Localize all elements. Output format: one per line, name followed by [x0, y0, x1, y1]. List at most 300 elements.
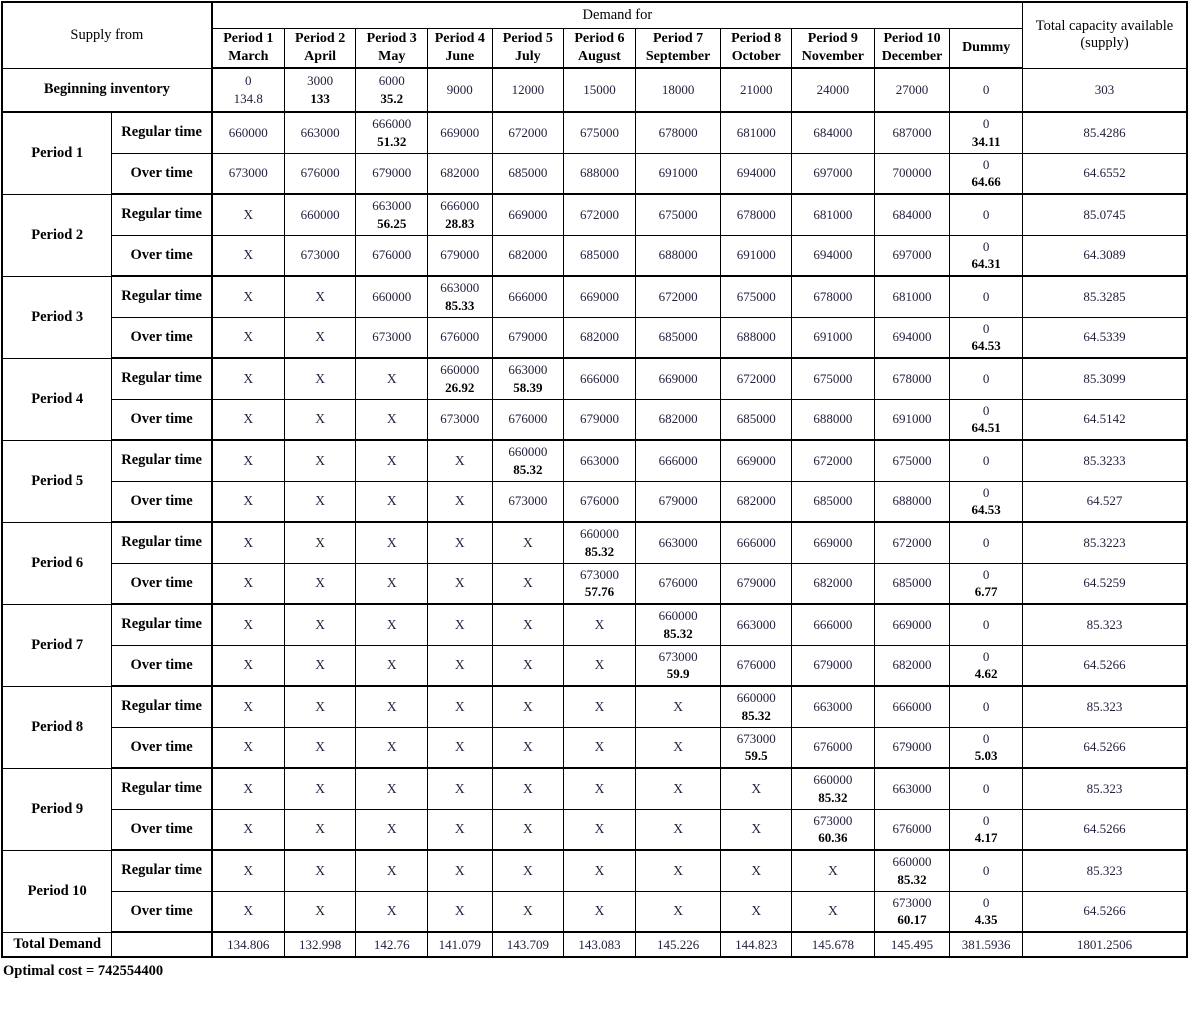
cost-value: 666000	[658, 452, 698, 468]
tableau-cell	[792, 809, 875, 850]
column-subtitle: November	[801, 48, 864, 64]
table-header	[2, 2, 1187, 68]
excluded-cell-mark: X	[243, 370, 254, 386]
over-time-label: Over time	[112, 809, 212, 850]
supply-value: 85.323	[1023, 686, 1187, 727]
tableau-cell	[874, 276, 950, 317]
tableau-cell	[721, 686, 792, 727]
tableau-cell	[284, 358, 356, 399]
cost-value: 660000	[658, 608, 698, 624]
cost-value: 685000	[579, 247, 619, 263]
tableau-cell	[721, 112, 792, 153]
allocation-value: 4.62	[974, 666, 998, 682]
tableau-cell	[874, 235, 950, 276]
tableau-cell	[792, 317, 875, 358]
cost-value: 681000	[892, 288, 932, 304]
tableau-cell	[635, 604, 721, 645]
period-8-regular-time-row	[2, 686, 1187, 727]
excluded-cell-mark: X	[315, 780, 325, 796]
excluded-cell-mark: X	[673, 903, 683, 919]
period-label: Period 8	[2, 686, 112, 768]
demand-for-header: Demand for	[212, 2, 1023, 28]
tableau-cell	[721, 645, 792, 686]
cost-value: 678000	[813, 288, 853, 304]
excluded-cell-mark: X	[315, 493, 325, 509]
tableau-cell	[635, 891, 721, 932]
regular-time-label: Regular time	[112, 604, 212, 645]
tableau-cell	[428, 522, 493, 563]
allocation-value: 134.8	[233, 91, 263, 106]
cost-value: 700000	[892, 165, 932, 181]
tableau-cell	[428, 276, 493, 317]
tableau-cell	[721, 604, 792, 645]
regular-time-label: Regular time	[112, 112, 212, 153]
tableau-cell	[212, 850, 285, 891]
excluded-cell-mark: X	[673, 780, 683, 796]
regular-time-label: Regular time	[112, 686, 212, 727]
column-title: Period 6	[574, 31, 625, 47]
supply-value: 64.527	[1023, 481, 1187, 522]
excluded-cell-mark: X	[386, 698, 397, 714]
cost-value: 0	[982, 206, 990, 222]
allocation-value: 57.76	[584, 584, 615, 600]
tableau-cell	[356, 276, 428, 317]
allocation-value: 35.2	[380, 91, 404, 106]
tableau-cell	[635, 563, 721, 604]
cost-value: 675000	[736, 288, 776, 304]
excluded-cell-mark: X	[454, 534, 465, 550]
cost-value: 663000	[440, 280, 480, 296]
allocation-value: 85.32	[584, 543, 615, 559]
tableau-cell	[792, 522, 875, 563]
excluded-cell-mark: X	[454, 452, 465, 468]
allocation-value: 56.25	[377, 215, 407, 231]
tableau-cell	[874, 68, 950, 112]
tableau-cell	[635, 112, 721, 153]
tableau-cell	[950, 809, 1023, 850]
cost-value: 672000	[892, 534, 932, 550]
cost-value: 0	[982, 370, 990, 386]
cost-value: 0	[245, 73, 252, 89]
supply-value: 85.4286	[1023, 112, 1187, 153]
supply-value: 64.5266	[1023, 727, 1187, 768]
cost-value: 0	[982, 82, 990, 98]
cost-value: 688000	[579, 165, 619, 181]
supply-value: 303	[1023, 68, 1187, 112]
column-title: Period 5	[502, 31, 553, 47]
optimal-cost-label: Optimal cost = 742554400	[3, 963, 164, 979]
over-time-label: Over time	[112, 727, 212, 768]
allocation-value: 85.32	[513, 461, 543, 477]
cost-value: 681000	[813, 206, 853, 222]
allocation-value: 5.03	[974, 748, 998, 764]
tableau-cell	[492, 112, 564, 153]
tableau-cell	[492, 686, 564, 727]
tableau-cell	[950, 440, 1023, 481]
supply-value: 64.5266	[1023, 645, 1187, 686]
cost-value: 0	[982, 288, 990, 304]
column-subtitle: April	[304, 48, 337, 64]
tableau-cell	[428, 891, 493, 932]
tableau-cell	[428, 809, 493, 850]
cost-value: 9000	[446, 82, 473, 98]
tableau-cell	[721, 440, 792, 481]
tableau-cell	[212, 563, 285, 604]
total-demand-value: 145.226	[635, 932, 721, 957]
tableau-cell	[792, 768, 875, 809]
tableau-cell	[284, 891, 356, 932]
cost-value: 679000	[736, 575, 776, 591]
allocation-value: 4.17	[974, 830, 998, 846]
excluded-cell-mark: X	[243, 780, 254, 796]
regular-time-label: Regular time	[112, 276, 212, 317]
tableau-cell	[564, 68, 636, 112]
period-9-regular-time-row	[2, 768, 1187, 809]
excluded-cell-mark: X	[243, 821, 254, 837]
cost-value: 0	[982, 452, 990, 468]
excluded-cell-mark: X	[454, 780, 465, 796]
tableau-cell	[635, 727, 721, 768]
total-demand-value: 142.76	[356, 932, 428, 957]
tableau-cell	[564, 276, 636, 317]
tableau-cell	[721, 563, 792, 604]
allocation-value: 64.53	[971, 338, 1001, 354]
excluded-cell-mark: X	[522, 616, 533, 632]
cost-value: 0	[982, 484, 990, 500]
tableau-cell	[564, 522, 636, 563]
cost-value: 669000	[440, 124, 480, 140]
excluded-cell-mark: X	[243, 493, 254, 509]
allocation-value: 34.11	[971, 133, 1001, 149]
cost-value: 697000	[813, 165, 853, 181]
tableau-cell	[212, 358, 285, 399]
allocation-value: 85.32	[818, 789, 848, 805]
column-header-period-6	[564, 28, 636, 68]
tableau-cell	[874, 112, 950, 153]
tableau-cell	[492, 68, 564, 112]
tableau-cell	[212, 645, 285, 686]
cost-value: 27000	[895, 82, 929, 98]
excluded-cell-mark: X	[315, 739, 325, 755]
tableau-cell	[792, 235, 875, 276]
supply-value: 64.3089	[1023, 235, 1187, 276]
tableau-cell	[950, 645, 1023, 686]
tableau-cell	[356, 686, 428, 727]
excluded-cell-mark: X	[315, 862, 325, 878]
tableau-cell	[212, 112, 285, 153]
tableau-cell	[950, 891, 1023, 932]
cost-value: 0	[982, 862, 990, 878]
allocation-value: 85.32	[663, 625, 693, 641]
cost-value: 673000	[736, 730, 776, 746]
supply-value: 85.323	[1023, 604, 1187, 645]
excluded-cell-mark: X	[315, 616, 325, 632]
excluded-cell-mark: X	[454, 493, 465, 509]
tableau-cell	[564, 768, 636, 809]
excluded-cell-mark: X	[751, 780, 762, 796]
tableau-cell	[492, 768, 564, 809]
tableau-cell	[721, 850, 792, 891]
cost-value: 673000	[813, 812, 853, 828]
cost-value: 666000	[813, 616, 853, 632]
column-header-period-8	[721, 28, 792, 68]
tableau-cell	[874, 604, 950, 645]
tableau-cell	[428, 727, 493, 768]
tableau-cell	[212, 686, 285, 727]
tableau-cell	[284, 850, 356, 891]
cost-value: 676000	[813, 739, 853, 755]
cost-value: 675000	[658, 206, 698, 222]
supply-value: 64.5142	[1023, 399, 1187, 440]
tableau-cell	[950, 686, 1023, 727]
cost-value: 663000	[736, 616, 776, 632]
tableau-cell	[284, 645, 356, 686]
cost-value: 691000	[658, 165, 698, 181]
tableau-cell	[721, 727, 792, 768]
tableau-cell	[564, 235, 636, 276]
over-time-label: Over time	[112, 399, 212, 440]
excluded-cell-mark: X	[522, 575, 533, 591]
column-subtitle: July	[515, 48, 541, 64]
allocation-value: 133	[310, 91, 330, 106]
tableau-cell	[721, 358, 792, 399]
cost-value: 666000	[508, 288, 548, 304]
column-header-period-5	[492, 28, 564, 68]
tableau-cell	[564, 358, 636, 399]
cost-value: 679000	[579, 411, 619, 427]
cost-value: 676000	[579, 493, 619, 509]
tableau-cell	[492, 399, 564, 440]
tableau-cell	[356, 481, 428, 522]
excluded-cell-mark: X	[386, 575, 397, 591]
tableau-cell	[284, 481, 356, 522]
tableau-cell	[492, 440, 564, 481]
excluded-cell-mark: X	[454, 698, 465, 714]
excluded-cell-mark: X	[315, 370, 325, 386]
period-2-over-time-row	[2, 235, 1187, 276]
excluded-cell-mark: X	[386, 534, 397, 550]
allocation-value: 64.51	[971, 420, 1001, 436]
allocation-value: 60.17	[897, 912, 927, 928]
cost-value: 688000	[658, 247, 698, 263]
cost-value: 688000	[736, 329, 776, 345]
tableau-cell	[284, 399, 356, 440]
tableau-cell	[428, 317, 493, 358]
tableau-cell	[635, 645, 721, 686]
excluded-cell-mark: X	[315, 329, 325, 345]
cost-value: 672000	[508, 124, 548, 140]
column-title: Period 3	[366, 31, 417, 47]
cost-value: 676000	[300, 165, 340, 181]
tableau-cell	[874, 317, 950, 358]
cost-value: 694000	[736, 165, 776, 181]
column-subtitle: December	[881, 48, 943, 64]
excluded-cell-mark: X	[454, 821, 465, 837]
supply-value: 85.3285	[1023, 276, 1187, 317]
total-demand-label: Total Demand	[2, 932, 112, 957]
period-5-over-time-row	[2, 481, 1187, 522]
excluded-cell-mark: X	[386, 739, 397, 755]
tableau-cell	[564, 604, 636, 645]
allocation-value: 85.32	[741, 707, 771, 723]
cost-value: 682000	[579, 329, 619, 345]
column-header-dummy	[950, 28, 1023, 68]
excluded-cell-mark: X	[594, 616, 605, 632]
cost-value: 18000	[661, 82, 695, 98]
tableau-cell	[635, 522, 721, 563]
tableau-cell	[428, 645, 493, 686]
allocation-value: 4.35	[974, 912, 998, 928]
cost-value: 663000	[300, 124, 340, 140]
excluded-cell-mark: X	[386, 862, 397, 878]
tableau-cell	[492, 481, 564, 522]
cost-value: 0	[982, 812, 990, 828]
cost-value: 685000	[892, 575, 932, 591]
tableau-cell	[635, 276, 721, 317]
cost-value: 663000	[892, 780, 932, 796]
tableau-cell	[212, 440, 285, 481]
tableau-cell	[564, 850, 636, 891]
excluded-cell-mark: X	[243, 616, 254, 632]
tableau-cell	[564, 686, 636, 727]
total-demand-value: 141.079	[428, 932, 493, 957]
tableau-cell	[564, 153, 636, 194]
cost-value: 666000	[892, 698, 932, 714]
excluded-cell-mark: X	[243, 862, 254, 878]
tableau-cell	[564, 317, 636, 358]
tableau-cell	[874, 153, 950, 194]
tableau-cell	[635, 686, 721, 727]
tableau-cell	[950, 399, 1023, 440]
cost-value: 0	[982, 116, 990, 132]
tableau-cell	[428, 563, 493, 604]
excluded-cell-mark: X	[522, 739, 533, 755]
tableau-cell	[492, 727, 564, 768]
tableau-cell	[635, 153, 721, 194]
period-1-over-time-row	[2, 153, 1187, 194]
tableau-cell	[792, 399, 875, 440]
tableau-cell	[492, 235, 564, 276]
tableau-cell	[721, 399, 792, 440]
cost-value: 684000	[813, 124, 853, 140]
beginning-inventory-row	[2, 68, 1187, 112]
tableau-cell	[792, 68, 875, 112]
cost-value: 0	[982, 566, 990, 582]
excluded-cell-mark: X	[386, 780, 397, 796]
tableau-cell	[212, 276, 285, 317]
tableau-cell	[284, 727, 356, 768]
cost-value: 666000	[372, 116, 412, 132]
excluded-cell-mark: X	[751, 821, 762, 837]
tableau-cell	[284, 194, 356, 235]
cost-value: 678000	[892, 370, 932, 386]
excluded-cell-mark: X	[594, 821, 605, 837]
cost-value: 0	[982, 534, 990, 550]
cost-value: 676000	[892, 821, 932, 837]
tableau-cell	[428, 194, 493, 235]
cost-value: 685000	[658, 329, 698, 345]
column-header-period-4	[428, 28, 493, 68]
total-demand-value: 381.5936	[950, 932, 1023, 957]
tableau-cell	[721, 276, 792, 317]
tableau-cell	[950, 563, 1023, 604]
tableau-cell	[874, 194, 950, 235]
over-time-label: Over time	[112, 153, 212, 194]
over-time-label: Over time	[112, 891, 212, 932]
tableau-cell	[950, 235, 1023, 276]
cost-value: 673000	[300, 247, 340, 263]
cost-value: 672000	[658, 288, 698, 304]
tableau-cell	[792, 563, 875, 604]
tableau-cell	[492, 645, 564, 686]
excluded-cell-mark: X	[454, 616, 465, 632]
cost-value: 6000	[378, 73, 405, 89]
cost-value: 681000	[736, 124, 776, 140]
tableau-cell	[284, 522, 356, 563]
tableau-cell	[428, 686, 493, 727]
total-demand-spacer	[112, 932, 212, 957]
cost-value: 0	[982, 894, 990, 910]
period-label: Period 5	[2, 440, 112, 522]
excluded-cell-mark: X	[386, 903, 397, 919]
period-6-over-time-row	[2, 563, 1187, 604]
supply-value: 85.3223	[1023, 522, 1187, 563]
cost-value: 669000	[658, 370, 698, 386]
excluded-cell-mark: X	[386, 452, 397, 468]
column-subtitle: October	[731, 48, 781, 64]
tableau-cell	[284, 68, 356, 112]
total-demand-value: 134.806	[212, 932, 285, 957]
column-title: Period 1	[223, 31, 274, 47]
supply-value: 64.6552	[1023, 153, 1187, 194]
period-1-regular-time-row	[2, 112, 1187, 153]
tableau-cell	[564, 809, 636, 850]
supply-value: 85.0745	[1023, 194, 1187, 235]
cost-value: 682000	[892, 657, 932, 673]
cost-value: 0	[982, 238, 990, 254]
excluded-cell-mark: X	[243, 575, 254, 591]
period-2-regular-time-row	[2, 194, 1187, 235]
allocation-value: 64.66	[971, 174, 1001, 190]
excluded-cell-mark: X	[243, 247, 254, 263]
tableau-cell	[874, 686, 950, 727]
tableau-cell	[428, 153, 493, 194]
excluded-cell-mark: X	[827, 862, 838, 878]
excluded-cell-mark: X	[243, 288, 254, 304]
cost-value: 669000	[892, 616, 932, 632]
tableau-cell	[492, 850, 564, 891]
cost-value: 660000	[736, 690, 776, 706]
cost-value: 0	[982, 698, 990, 714]
tableau-cell	[792, 686, 875, 727]
supply-value: 64.5259	[1023, 563, 1187, 604]
tableau-cell	[950, 358, 1023, 399]
cost-value: 666000	[579, 370, 619, 386]
cost-value: 12000	[511, 82, 545, 98]
cost-value: 660000	[892, 854, 932, 870]
column-title: Period 2	[295, 31, 346, 47]
tableau-cell	[792, 481, 875, 522]
excluded-cell-mark: X	[315, 657, 325, 673]
cost-value: 673000	[579, 566, 619, 582]
column-title: Dummy	[962, 40, 1011, 55]
tableau-cell	[212, 194, 285, 235]
cost-value: 660000	[372, 288, 412, 304]
tableau-cell	[356, 440, 428, 481]
tableau-cell	[950, 317, 1023, 358]
tableau-cell	[635, 358, 721, 399]
cost-value: 663000	[508, 362, 548, 378]
